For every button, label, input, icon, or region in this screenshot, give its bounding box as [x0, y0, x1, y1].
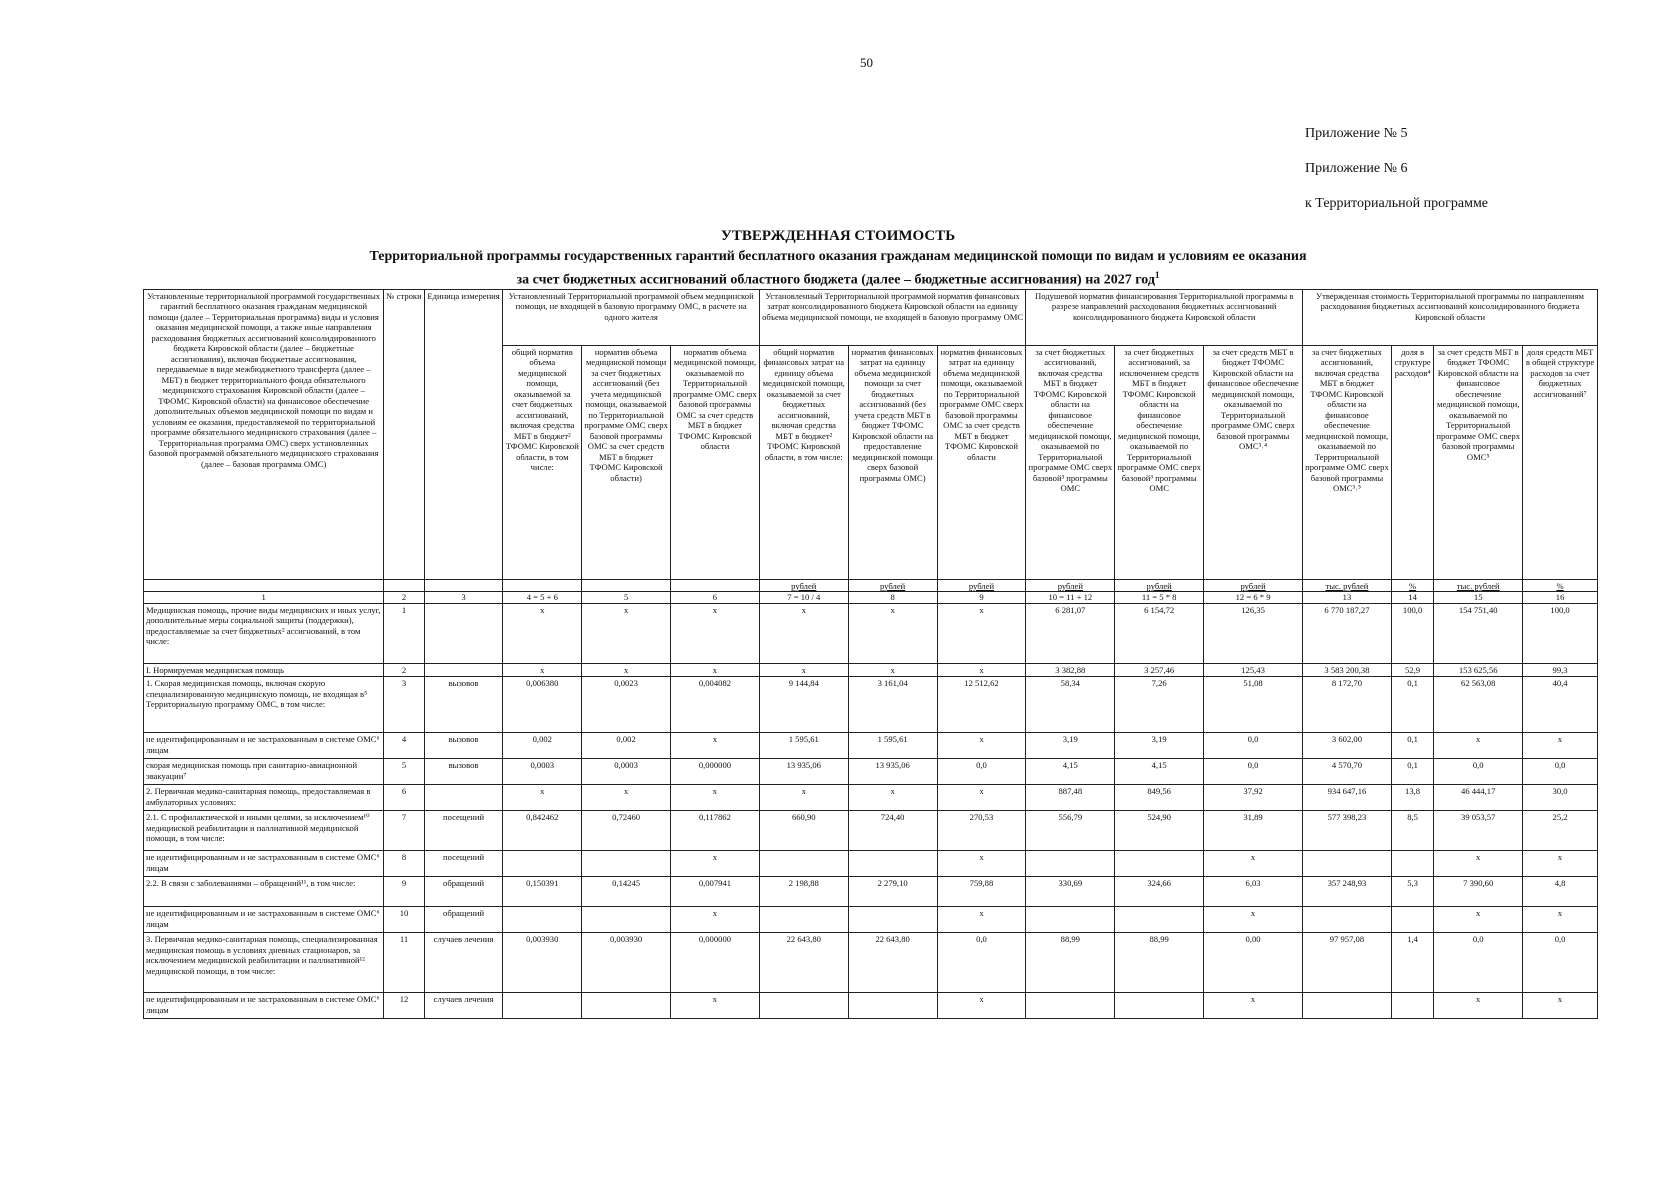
table-cell: 22 643,80: [848, 933, 937, 993]
table-cell: 30,0: [1523, 785, 1598, 811]
table-cell: х: [848, 604, 937, 664]
unit-cell: [384, 580, 424, 592]
row-name: не идентифицированным и не застрахованным в системе ОМС⁶ лицам: [144, 733, 384, 759]
table-cell: 934 647,16: [1303, 785, 1392, 811]
table-cell: [1115, 907, 1204, 933]
unit-cell: тыс. рублей: [1303, 580, 1392, 592]
table-cell: х: [1204, 907, 1303, 933]
unit-cell: %: [1391, 580, 1433, 592]
table-cell: вызовов: [424, 677, 503, 733]
table-cell: х: [671, 993, 760, 1019]
row-name: не идентифицированным и не застрахованным в системе ОМС⁶ лицам: [144, 993, 384, 1019]
table-cell: [1391, 851, 1433, 877]
unit-cell: [424, 580, 503, 592]
table-cell: 3 161,04: [848, 677, 937, 733]
document-title: УТВЕРЖДЕННАЯ СТОИМОСТЬ: [720, 228, 956, 244]
unit-cell: тыс. рублей: [1434, 580, 1523, 592]
table-cell: х: [1204, 851, 1303, 877]
table-cell: [759, 993, 848, 1019]
table-cell: 7 390,60: [1434, 877, 1523, 907]
table-cell: 3: [384, 677, 424, 733]
row-name: не идентифицированным и не застрахованным в системе ОМС⁶ лицам: [144, 907, 384, 933]
header-sub-12: за счет средств МБТ в бюджет ТФОМС Кировской области на финансовое обеспечение медицинской помощи, оказываемой по Территориальной программе ОМС сверх базовой программы ОМС³˒⁴: [1204, 346, 1303, 580]
table-row: [144, 604, 1598, 664]
table-row: [144, 785, 1598, 811]
table-cell: [1303, 907, 1392, 933]
table-cell: вызовов: [424, 733, 503, 759]
table-cell: х: [582, 664, 671, 677]
document-subtitle: Территориальной программы государственных гарантий бесплатного оказания гражданам медицинской помощи по видам и условиям ее оказания: [369, 249, 1307, 264]
column-number-cell: 12 = 6 * 9: [1204, 592, 1303, 604]
column-number-cell: 15: [1434, 592, 1523, 604]
table-cell: 6 154,72: [1115, 604, 1204, 664]
table-cell: 22 643,80: [759, 933, 848, 993]
table-row: [144, 811, 1598, 851]
table-cell: [424, 604, 503, 664]
table-cell: 8 172,70: [1303, 677, 1392, 733]
table-cell: 0,003930: [582, 933, 671, 993]
table-cell: 4,8: [1523, 877, 1598, 907]
table-cell: [759, 851, 848, 877]
table-cell: [1115, 993, 1204, 1019]
table-cell: 0,0023: [582, 677, 671, 733]
table-cell: 0,0: [1204, 733, 1303, 759]
header-sub-6: норматив объема медицинской помощи, оказываемой по Территориальной программе ОМС сверх базовой программы ОМС за счет средств МБТ в бюджет ТФОМС Кировской области: [671, 346, 760, 580]
table-cell: х: [503, 664, 582, 677]
table-cell: х: [759, 785, 848, 811]
row-name: 2. Первичная медико-санитарная помощь, предоставляемая в амбулаторных условиях:: [144, 785, 384, 811]
table-cell: 0,150391: [503, 877, 582, 907]
cost-table: [143, 289, 1598, 1019]
table-cell: 52,9: [1391, 664, 1433, 677]
table-cell: вызовов: [424, 759, 503, 785]
table-cell: 6 281,07: [1026, 604, 1115, 664]
table-cell: 4 570,70: [1303, 759, 1392, 785]
table-cell: х: [937, 993, 1026, 1019]
table-cell: 88,99: [1026, 933, 1115, 993]
column-number-cell: 13: [1303, 592, 1392, 604]
table-cell: 1 595,61: [759, 733, 848, 759]
table-cell: 577 398,23: [1303, 811, 1392, 851]
table-cell: [848, 851, 937, 877]
table-cell: случаев лечения: [424, 933, 503, 993]
header-row-groups: [144, 290, 1598, 346]
table-cell: [1303, 993, 1392, 1019]
table-cell: 13 935,06: [848, 759, 937, 785]
unit-cell: рублей: [1026, 580, 1115, 592]
header-sub-10: за счет бюджетных ассигнований, включая средства МБТ в бюджет ТФОМС Кировской области на финансовое обеспечение медицинской помощи, оказываемой по Территориальной программе ОМС сверх базовой³ программы ОМС: [1026, 346, 1115, 580]
table-cell: 660,90: [759, 811, 848, 851]
header-col-3: Единица измерения: [424, 290, 503, 580]
unit-cell: [144, 580, 384, 592]
table-cell: 0,0003: [582, 759, 671, 785]
table-cell: 5: [384, 759, 424, 785]
table-cell: 12 512,62: [937, 677, 1026, 733]
header-group-cost: Установленный Территориальной программой норматив финансовых затрат консолидированного бюджета Кировской области на единицу объема медицинской помощи, не входящей в базовую программу ОМС: [759, 290, 1026, 346]
table-cell: 12: [384, 993, 424, 1019]
unit-cell: [582, 580, 671, 592]
table-cell: 0,0: [1523, 933, 1598, 993]
column-number-cell: 3: [424, 592, 503, 604]
row-name: 3. Первичная медико-санитарная помощь, специализированная медицинская помощь в условиях дневных стационаров, за исключением медицинской реабилитации и паллиативной¹² медицинской помощи, в том числе:: [144, 933, 384, 993]
table-row: [144, 733, 1598, 759]
table-cell: х: [671, 907, 760, 933]
table-cell: [503, 993, 582, 1019]
table-cell: [582, 993, 671, 1019]
header-sub-14: доля в структуре расходов⁴: [1391, 346, 1433, 580]
header-sub-16: доля средств МБТ в общей структуре расходов за счет бюджетных ассигнований⁷: [1523, 346, 1598, 580]
table-cell: 3,19: [1115, 733, 1204, 759]
table-cell: 126,35: [1204, 604, 1303, 664]
table-cell: х: [1523, 733, 1598, 759]
table-cell: обращений: [424, 877, 503, 907]
table-cell: х: [1434, 907, 1523, 933]
column-number-cell: 9: [937, 592, 1026, 604]
appendix-line-1: Приложение № 5: [1305, 126, 1408, 141]
table-cell: х: [848, 785, 937, 811]
column-number-cell: 7 = 10 / 4: [759, 592, 848, 604]
table-cell: 97 957,08: [1303, 933, 1392, 993]
table-cell: 0,14245: [582, 877, 671, 907]
table-cell: 724,40: [848, 811, 937, 851]
table-cell: х: [1434, 993, 1523, 1019]
header-group-per-capita: Подушевой норматив финансирования Территориальной программы в разрезе направлений расходования бюджетных ассигнований консолидированного бюджета Кировской области: [1026, 290, 1303, 346]
table-cell: 6: [384, 785, 424, 811]
table-cell: х: [937, 907, 1026, 933]
table-cell: 2 279,10: [848, 877, 937, 907]
table-cell: х: [582, 785, 671, 811]
table-cell: х: [937, 664, 1026, 677]
table-cell: х: [937, 733, 1026, 759]
table-cell: 849,56: [1115, 785, 1204, 811]
table-cell: [1391, 907, 1433, 933]
table-cell: 11: [384, 933, 424, 993]
table-cell: 51,08: [1204, 677, 1303, 733]
table-cell: 0,0: [1434, 933, 1523, 993]
table-cell: [1026, 907, 1115, 933]
unit-cell: рублей: [1115, 580, 1204, 592]
table-row: [144, 677, 1598, 733]
table-cell: 270,53: [937, 811, 1026, 851]
table-cell: [759, 907, 848, 933]
table-cell: 0,0: [937, 759, 1026, 785]
table-cell: 0,0: [937, 933, 1026, 993]
table-cell: 330,69: [1026, 877, 1115, 907]
header-group-volume: Установленный Территориальной программой объем медицинской помощи, не входящей в базовую программу ОМС, в расчете на одного жителя: [503, 290, 759, 346]
table-cell: 7,26: [1115, 677, 1204, 733]
unit-cell: рублей: [848, 580, 937, 592]
table-cell: х: [671, 785, 760, 811]
column-number-cell: 10 = 11 + 12: [1026, 592, 1115, 604]
table-cell: 100,0: [1523, 604, 1598, 664]
table-cell: 0,006380: [503, 677, 582, 733]
row-name: не идентифицированным и не застрахованным в системе ОМС⁶ лицам: [144, 851, 384, 877]
table-cell: 0,1: [1391, 677, 1433, 733]
table-cell: 125,43: [1204, 664, 1303, 677]
table-cell: 2: [384, 664, 424, 677]
table-cell: 0,72460: [582, 811, 671, 851]
table-cell: 0,002: [503, 733, 582, 759]
table-cell: 99,3: [1523, 664, 1598, 677]
table-cell: 6 770 187,27: [1303, 604, 1392, 664]
table-cell: 0,007941: [671, 877, 760, 907]
table-cell: 88,99: [1115, 933, 1204, 993]
table-cell: [582, 851, 671, 877]
table-cell: 524,90: [1115, 811, 1204, 851]
table-cell: 40,4: [1523, 677, 1598, 733]
table-cell: 0,004082: [671, 677, 760, 733]
table-cell: 39 053,57: [1434, 811, 1523, 851]
table-cell: х: [937, 851, 1026, 877]
table-cell: 100,0: [1391, 604, 1433, 664]
column-number-cell: 14: [1391, 592, 1433, 604]
table-cell: 58,34: [1026, 677, 1115, 733]
table-cell: х: [848, 664, 937, 677]
table-cell: 10: [384, 907, 424, 933]
table-cell: х: [671, 733, 760, 759]
table-cell: 154 751,40: [1434, 604, 1523, 664]
table-cell: 13,8: [1391, 785, 1433, 811]
table-cell: х: [503, 604, 582, 664]
table-cell: 0,1: [1391, 759, 1433, 785]
table-cell: х: [937, 604, 1026, 664]
table-row: [144, 759, 1598, 785]
header-sub-15: за счет средств МБТ в бюджет ТФОМС Кировской области на финансовое обеспечение медицинской помощи, оказываемой по Территориальной программе ОМС сверх базовой программы ОМС⁵: [1434, 346, 1523, 580]
appendix-line-3: к Территориальной программе: [1305, 196, 1489, 211]
table-row: [144, 877, 1598, 907]
table-cell: 3 257,46: [1115, 664, 1204, 677]
column-number-cell: 5: [582, 592, 671, 604]
table-cell: 9 144,84: [759, 677, 848, 733]
table-cell: 1,4: [1391, 933, 1433, 993]
column-number-cell: 8: [848, 592, 937, 604]
table-cell: [1026, 851, 1115, 877]
row-name: Медицинская помощь, прочие виды медицинских и иных услуг, дополнительные меры социальной защиты (поддержки), предоставляемые за счет бюджетных² ассигнований, в том числе:: [144, 604, 384, 664]
table-cell: х: [1523, 851, 1598, 877]
column-numbers-row: [144, 592, 1598, 604]
column-number-cell: 6: [671, 592, 760, 604]
document-subtitle-year: [0, 270, 1676, 289]
table-cell: 62 563,08: [1434, 677, 1523, 733]
table-cell: 3 602,00: [1303, 733, 1392, 759]
table-cell: х: [1523, 993, 1598, 1019]
table-cell: 8: [384, 851, 424, 877]
table-cell: 7: [384, 811, 424, 851]
table-cell: 0,1: [1391, 733, 1433, 759]
table-cell: [1303, 851, 1392, 877]
table-cell: [424, 785, 503, 811]
units-row: [144, 580, 1598, 592]
row-name: 1. Скорая медицинская помощь, включая скорую специализированную медицинскую помощь, не входящая в⁵ Территориальную программу ОМС, в том числе:: [144, 677, 384, 733]
table-cell: х: [503, 785, 582, 811]
table-cell: случаев лечения: [424, 993, 503, 1019]
table-cell: 0,00: [1204, 933, 1303, 993]
table-cell: 324,66: [1115, 877, 1204, 907]
table-row: [144, 851, 1598, 877]
table-cell: 759,88: [937, 877, 1026, 907]
table-cell: х: [671, 851, 760, 877]
table-cell: х: [759, 664, 848, 677]
table-cell: 887,48: [1026, 785, 1115, 811]
table-cell: [848, 993, 937, 1019]
table-cell: 0,000000: [671, 933, 760, 993]
header-sub-11: за счет бюджетных ассигнований, за исключением средств МБТ в бюджет ТФОМС Кировской области на финансовое обеспечение медицинской помощи, оказываемой по Территориальной программе ОМС сверх базовой³ программы ОМС: [1115, 346, 1204, 580]
table-cell: 25,2: [1523, 811, 1598, 851]
table-cell: х: [759, 604, 848, 664]
table-cell: 9: [384, 877, 424, 907]
table-cell: 0,0: [1523, 759, 1598, 785]
table-cell: 556,79: [1026, 811, 1115, 851]
table-cell: посещений: [424, 851, 503, 877]
appendix-line-2: Приложение № 6: [1305, 161, 1408, 176]
header-col-1: Установленные территориальной программой государственных гарантий бесплатного оказания гражданам медицинской помощи (далее – Территориальная программа) виды и условия оказания медицинской помощи, а также иные направления расходования бюджетных ассигнований консолидированного бюджета Кировской области (далее – бюджетные ассигнования), включая бюджетные ассигнования, передаваемые в виде межбюджетного трансферта (далее – МБТ) в бюджет территориального фонда обязательного медицинского страхования Кировской области (далее – ТФОМС Кировской области) на финансовое обеспечение дополнительных объемов медицинской помощи по видам и условиям ее оказания, предоставляемой по территориальной программе обязательного медицинского страхования (далее – Территориальная программа ОМС) сверх установленных базовой программой обязательного медицинского страхования (далее – базовая программа ОМС): [144, 290, 384, 580]
table-cell: 0,003930: [503, 933, 582, 993]
table-cell: 5,3: [1391, 877, 1433, 907]
table-row: [144, 933, 1598, 993]
table-cell: [503, 907, 582, 933]
header-sub-5: норматив объема медицинской помощи за счет бюджетных ассигнований (без учета медицинской помощи, оказываемой по Территориальной программе ОМС сверх базовой программы ОМС за счет средств МБТ в бюджет ТФОМС Кировской области): [582, 346, 671, 580]
table-cell: посещений: [424, 811, 503, 851]
table-cell: х: [1434, 851, 1523, 877]
table-cell: х: [937, 785, 1026, 811]
table-cell: [503, 851, 582, 877]
table-cell: [1391, 993, 1433, 1019]
unit-cell: [503, 580, 582, 592]
header-sub-7: общий норматив финансовых затрат на единицу объема медицинской помощи, оказываемой за счет бюджетных ассигнований, включая средства МБТ в бюджет² ТФОМС Кировской области, в том числе:: [759, 346, 848, 580]
table-cell: 4,15: [1115, 759, 1204, 785]
table-cell: 6,03: [1204, 877, 1303, 907]
unit-cell: рублей: [1204, 580, 1303, 592]
table-cell: [1026, 993, 1115, 1019]
table-cell: 46 444,17: [1434, 785, 1523, 811]
row-name: скорая медицинская помощь при санитарно-авиационной эвакуации⁷: [144, 759, 384, 785]
table-cell: 31,89: [1204, 811, 1303, 851]
column-number-cell: 4 = 5 + 6: [503, 592, 582, 604]
table-cell: 0,0003: [503, 759, 582, 785]
table-cell: 37,92: [1204, 785, 1303, 811]
row-name: 2.2. В связи с заболеваниями – обращений¹¹, в том числе:: [144, 877, 384, 907]
table-cell: 4,15: [1026, 759, 1115, 785]
unit-cell: %: [1523, 580, 1598, 592]
table-cell: 0,842462: [503, 811, 582, 851]
unit-cell: рублей: [937, 580, 1026, 592]
header-sub-13: за счет бюджетных ассигнований, включая средства МБТ в бюджет ТФОМС Кировской области на финансовое обеспечение медицинской помощи, оказываемой по Территориальной программе ОМС сверх базовой программы ОМС³˒⁵: [1303, 346, 1392, 580]
table-cell: х: [1523, 907, 1598, 933]
column-number-cell: 1: [144, 592, 384, 604]
table-cell: 0,002: [582, 733, 671, 759]
row-name: 2.1. С профилактической и иными целями, за исключением¹⁰ медицинской реабилитации и паллиативной медицинской помощи, в том числе:: [144, 811, 384, 851]
table-cell: 3 382,88: [1026, 664, 1115, 677]
header-col-2: № строки: [384, 290, 424, 580]
column-number-cell: 2: [384, 592, 424, 604]
table-cell: х: [1204, 993, 1303, 1019]
header-group-approved: Утвержденная стоимость Территориальной программы по направлениям расходования бюджетных ассигнований консолидированного бюджета Кировской области: [1303, 290, 1598, 346]
table-cell: 357 248,93: [1303, 877, 1392, 907]
table-cell: 8,5: [1391, 811, 1433, 851]
unit-cell: [671, 580, 760, 592]
table-cell: 3,19: [1026, 733, 1115, 759]
table-cell: х: [1434, 733, 1523, 759]
row-name: I. Нормируемая медицинская помощь: [144, 664, 384, 677]
subtitle-year-text: за счет бюджетных ассигнований областного бюджета (далее – бюджетные ассигнования) на 2027 год: [516, 272, 1155, 288]
table-cell: [424, 664, 503, 677]
table-row: [144, 664, 1598, 677]
column-number-cell: 11 = 5 * 8: [1115, 592, 1204, 604]
table-cell: х: [671, 664, 760, 677]
table-cell: 0,117862: [671, 811, 760, 851]
table-cell: х: [582, 604, 671, 664]
table-cell: 13 935,06: [759, 759, 848, 785]
table-cell: 0,0: [1204, 759, 1303, 785]
table-cell: [582, 907, 671, 933]
table-cell: 2 198,88: [759, 877, 848, 907]
footnote-marker: 1: [1154, 270, 1160, 280]
table-cell: 1: [384, 604, 424, 664]
table-cell: [848, 907, 937, 933]
column-number-cell: 16: [1523, 592, 1598, 604]
header-sub-9: норматив финансовых затрат на единицу объема медицинской помощи, оказываемой по Территориальной программе ОМС сверх базовой программы ОМС за счет средств МБТ в бюджет ТФОМС Кировской области: [937, 346, 1026, 580]
header-sub-8: норматив финансовых затрат на единицу объема медицинской помощи за счет бюджетных ассигнований (без учета средств МБТ в бюджет ТФОМС Кировской области на предоставление медицинской помощи сверх базовой программы ОМС): [848, 346, 937, 580]
table-cell: 0,000000: [671, 759, 760, 785]
table-cell: х: [671, 604, 760, 664]
table-row: [144, 993, 1598, 1019]
table-cell: 0,0: [1434, 759, 1523, 785]
unit-cell: рублей: [759, 580, 848, 592]
table-cell: 1 595,61: [848, 733, 937, 759]
table-cell: 153 625,56: [1434, 664, 1523, 677]
table-row: [144, 907, 1598, 933]
table-cell: 4: [384, 733, 424, 759]
table-cell: обращений: [424, 907, 503, 933]
table-cell: [1115, 851, 1204, 877]
page-number: 50: [860, 55, 873, 70]
header-sub-4: общий норматив объема медицинской помощи, оказываемой за счет бюджетных ассигнований, включая средства МБТ в бюджет² ТФОМС Кировской области, в том числе:: [503, 346, 582, 580]
table-cell: 3 583 200,38: [1303, 664, 1392, 677]
